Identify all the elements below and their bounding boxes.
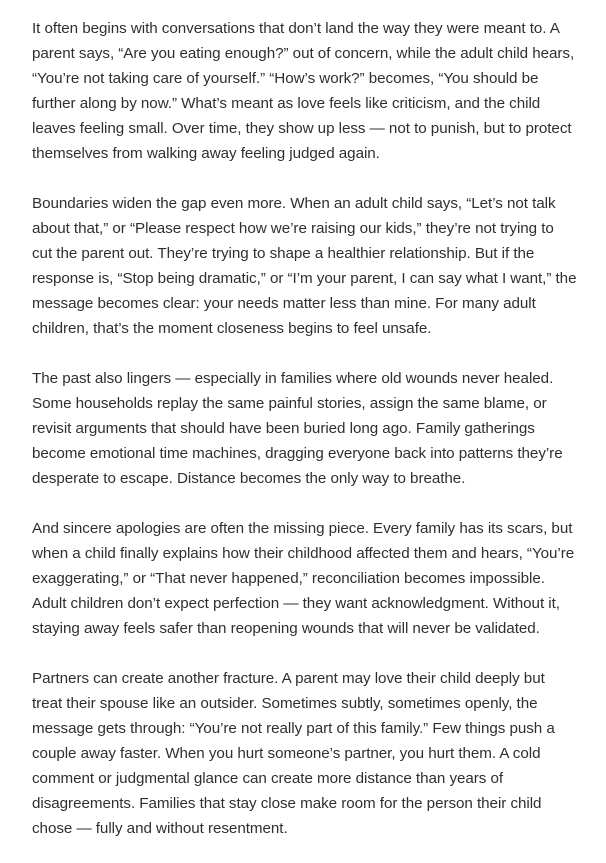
paragraph-4: And sincere apologies are often the missing piece. Every family has its scars, but when a child finally explains how their childhood affected them and hears, “You’re exaggerating,” or “That never happened,” reconciliation becomes impossible. Adult children don’t expect perfection — they want acknowledgment. Without it, staying away feels safer than reopening wounds that will never be validated.: [32, 520, 575, 637]
paragraph-3: The past also lingers — especially in families where old wounds never healed. Some households replay the same painful stories, assign the same blame, or revisit arguments that should have been buried long ago. Family gatherings become emotional time machines, dragging everyone back into patterns they’re desperate to escape. Distance becomes the only way to breathe.: [32, 370, 563, 487]
article-body: [32, 16, 577, 841]
paragraph-2: Boundaries widen the gap even more. When an adult child says, “Let’s not talk about that,” or “Please respect how we’re raising our kids,” they’re not trying to cut the parent out. They’re trying to shape a healthier relationship. But if the response is, “Stop being dramatic,” or “I’m your parent, I can say what I want,” the message becomes clear: your needs matter less than mine. For many adult children, that’s the moment closeness begins to feel unsafe.: [32, 195, 577, 337]
paragraph-1: It often begins with conversations that don’t land the way they were meant to. A parent says, “Are you eating enough?” out of concern, while the adult child hears, “You’re not taking care of yourself.” “How’s work?” becomes, “You should be further along by now.” What’s meant as love feels like criticism, and the child leaves feeling small. Over time, they show up less — not to punish, but to protect themselves from walking away feeling judged again.: [32, 20, 575, 162]
paragraph-5: Partners can create another fracture. A parent may love their child deeply but treat their spouse like an outsider. Sometimes subtly, sometimes openly, the message gets through: “You’re not really part of this family.” Few things push a couple away faster. When you hurt someone’s partner, you hurt them. A cold comment or judgmental glance can create more distance than years of disagreements. Families that stay close make room for the person their child chose — fully and without resentment.: [32, 670, 555, 837]
